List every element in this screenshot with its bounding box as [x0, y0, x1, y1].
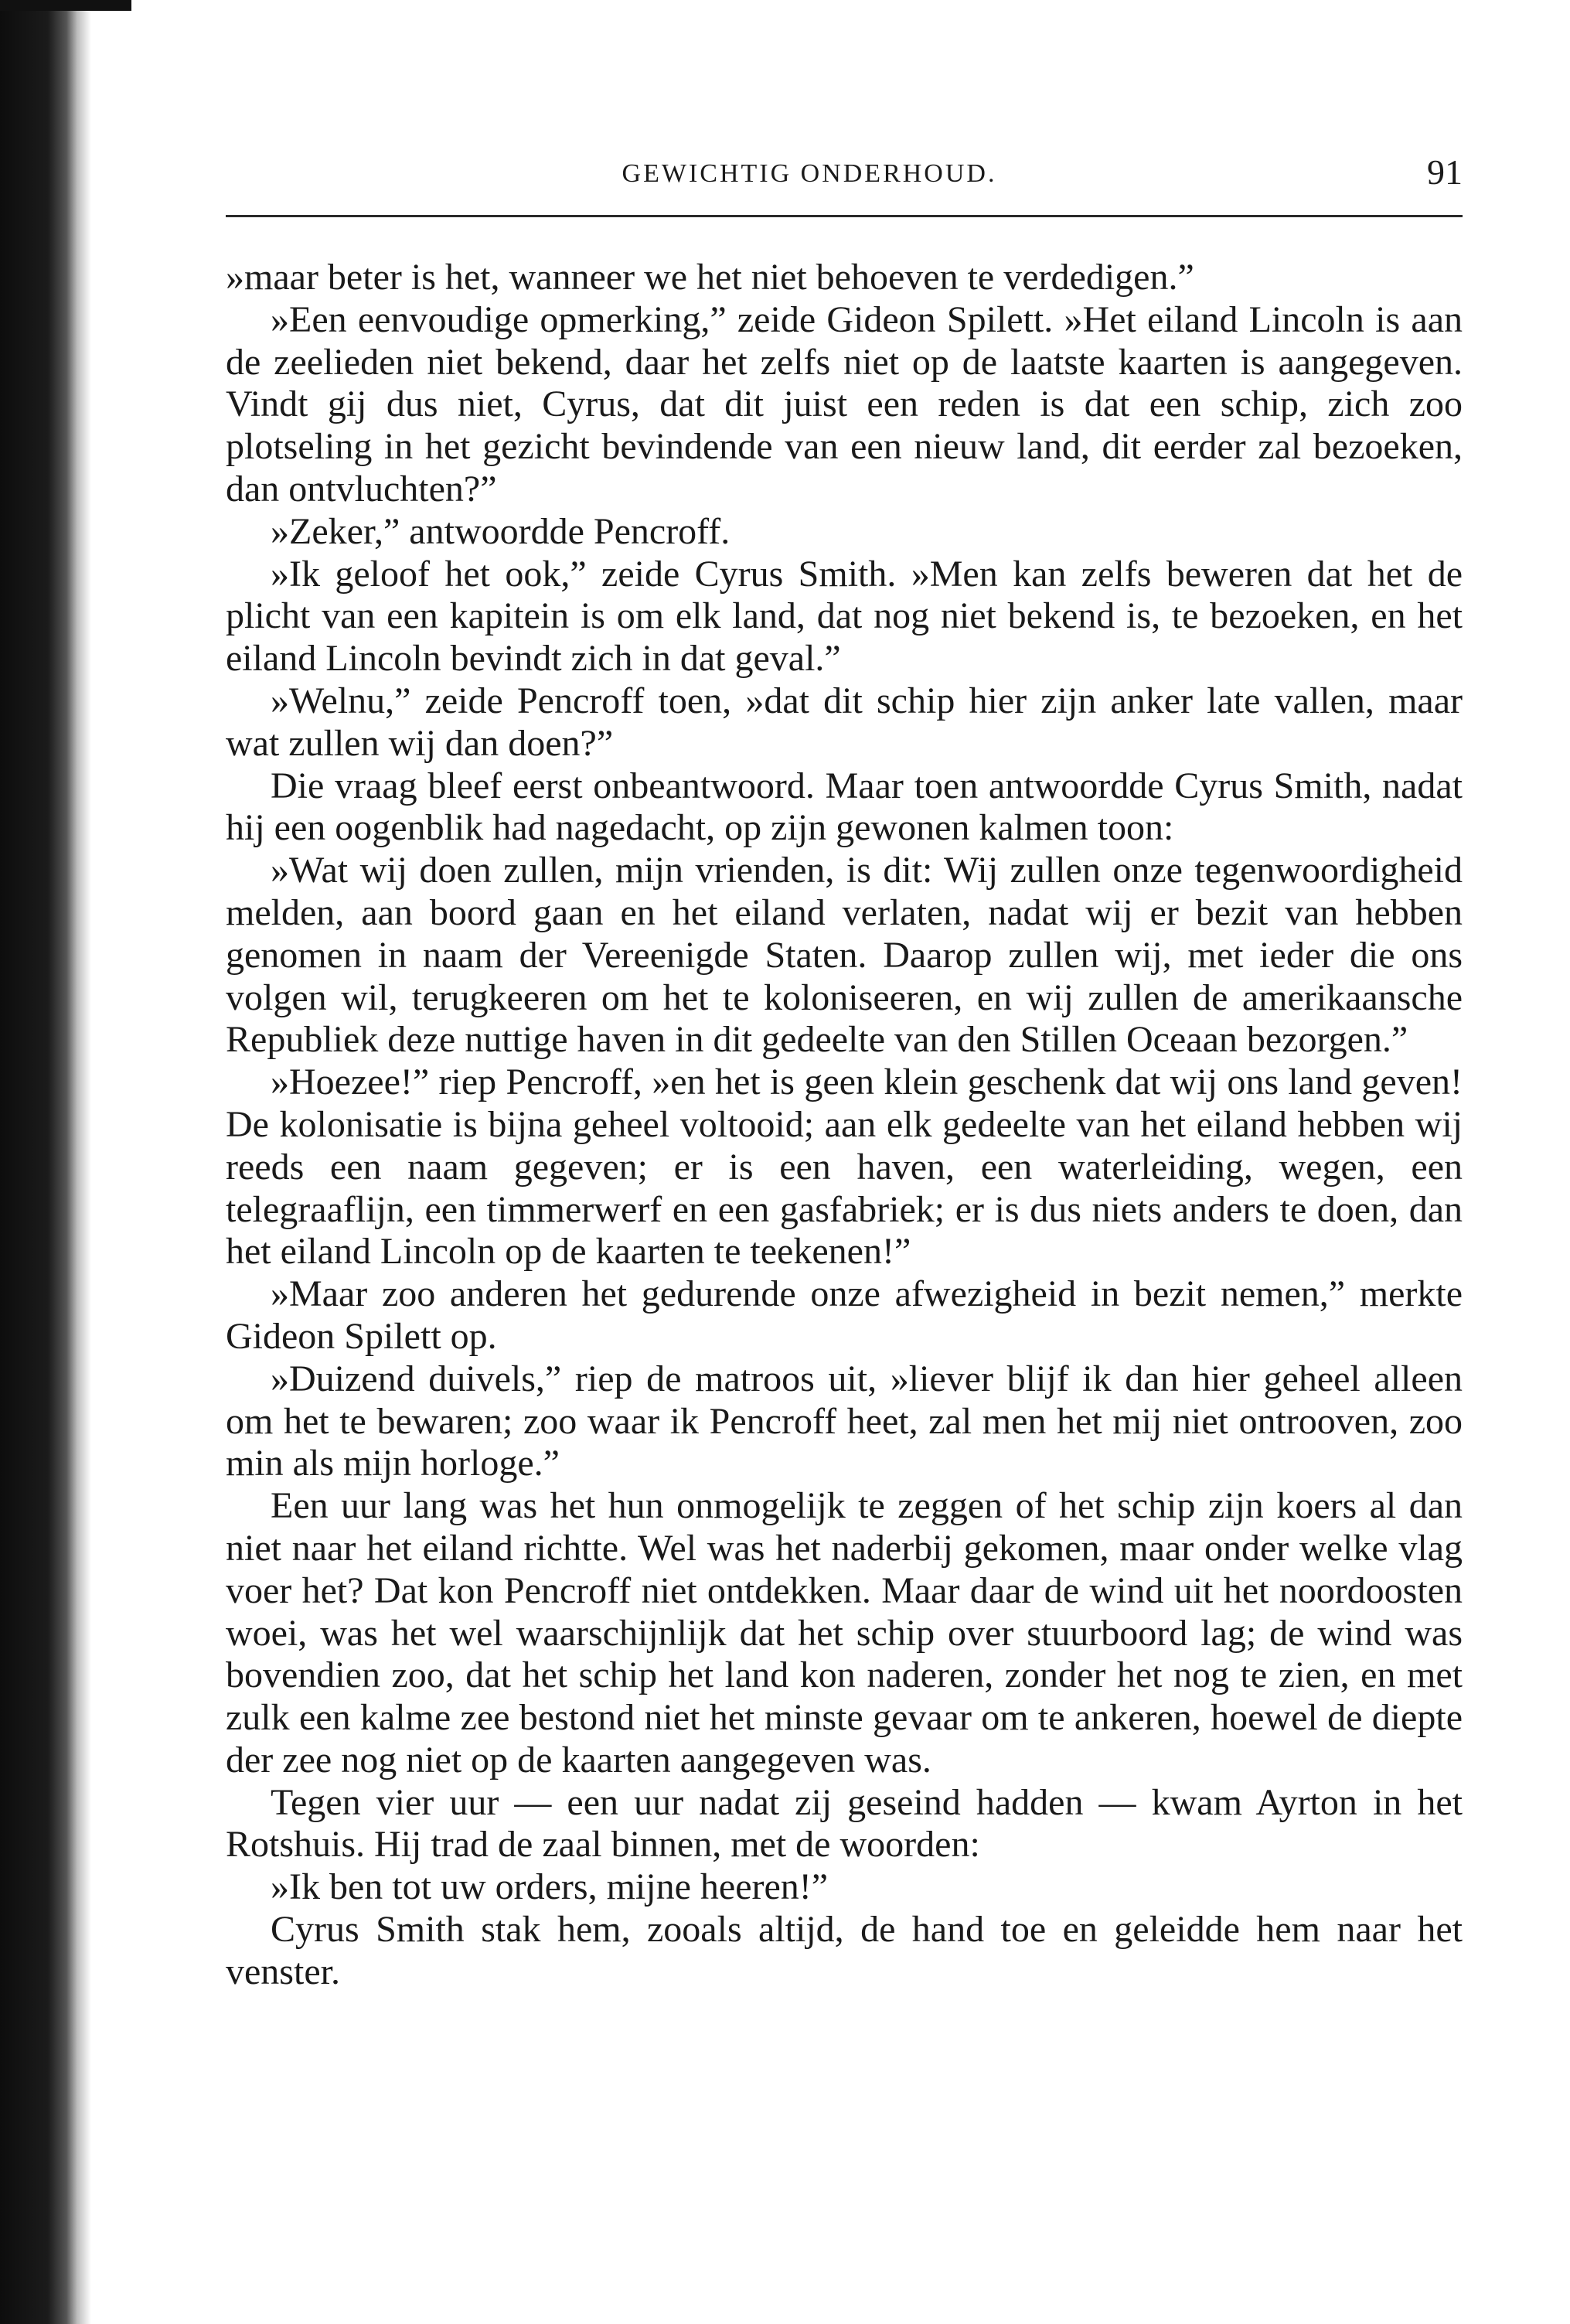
paragraph: »Welnu,” zeide Pencroff toen, »dat dit schip hier zijn anker late vallen, maar wat zullen wij dan doen?”: [226, 680, 1463, 764]
paragraph: »Duizend duivels,” riep de matroos uit, »liever blijf ik dan hier geheel alleen om het te bewaren; zoo waar ik Pencroff heet, zal men het mij niet ontrooven, zoo min als mijn horloge.”: [226, 1358, 1463, 1484]
paragraph: »Hoezee!” riep Pencroff, »en het is geen klein geschenk dat wij ons land geven! De kolonisatie is bijna geheel voltooid; aan elk gedeelte van het eiland hebben wij reeds een naam gegeven; er is een haven, een waterleiding, wegen, een telegraaflijn, een timmerwerf en een gasfabriek; er is dus niets anders te doen, dan het eiland Lincoln op de kaarten te teekenen!”: [226, 1061, 1463, 1273]
paragraph: »Een eenvoudige opmerking,” zeide Gideon Spilett. »Het eiland Lincoln is aan de zeelieden niet bekend, daar het zelfs niet op de laatste kaarten is aangegeven. Vindt gij dus niet, Cyrus, dat dit juist een reden is dat een schip, zich zoo plotseling in het gezicht bevindende van een nieuw land, dit eerder zal bezoeken, dan ontvluchten?”: [226, 298, 1463, 509]
header-rule: [226, 215, 1463, 217]
book-page: [226, 152, 1463, 1992]
paragraph: »Wat wij doen zullen, mijn vrienden, is dit: Wij zullen onze tegenwoordigheid melden, aan boord gaan en het eiland verlaten, nadat wij er bezit van hebben genomen in naam der Vereenigde Staten. Daarop zullen wij, met ieder die ons volgen wil, terugkeeren om het te koloniseeren, en wij zullen de amerikaansche Republiek deze nuttige haven in dit gedeelte van den Stillen Oceaan bezorgen.”: [226, 850, 1463, 1061]
body-text: [226, 257, 1463, 1994]
paragraph: »Ik ben tot uw orders, mijne heeren!”: [271, 1866, 829, 1908]
paragraph: »Maar zoo anderen het gedurende onze afwezigheid in bezit nemen,” merkte Gideon Spilett op.: [226, 1273, 1463, 1357]
paragraph: Die vraag bleef eerst onbeantwoord. Maar toen antwoordde Cyrus Smith, nadat hij een oogenblik had nagedacht, op zijn gewonen kalmen toon:: [226, 765, 1463, 849]
paragraph: »maar beter is het, wanneer we het niet behoeven te verdedigen.”: [226, 257, 1194, 298]
paragraph: Cyrus Smith stak hem, zooals altijd, de hand toe en geleidde hem naar het venster.: [226, 1909, 1463, 1992]
page-header: [226, 152, 1463, 199]
book-binding-notch: [0, 0, 131, 11]
page-number: 91: [1427, 152, 1463, 192]
paragraph: Een uur lang was het hun onmogelijk te zeggen of het schip zijn koers al dan niet naar het eiland richtte. Wel was het naderbij gekomen, maar onder welke vlag voer het? Dat kon Pencroff niet ontdekken. Maar daar de wind uit het noordoosten woei, was het wel waarschijnlijk dat het schip over stuurboord lag; de wind was bovendien zoo, dat het schip het land kon naderen, zonder het nog te zien, en met zulk een kalme zee bestond niet het minste gevaar om te ankeren, hoewel de diepte der zee nog niet op de kaarten aangegeven was.: [226, 1485, 1463, 1780]
paragraph: »Zeker,” antwoordde Pencroff.: [271, 510, 731, 552]
paragraph: »Ik geloof het ook,” zeide Cyrus Smith. »Men kan zelfs beweren dat het de plicht van een kapitein is om elk land, dat nog niet bekend is, te bezoeken, en het eiland Lincoln bevindt zich in dat geval.”: [226, 553, 1463, 680]
paragraph: Tegen vier uur — een uur nadat zij geseind hadden — kwam Ayrton in het Rotshuis. Hij trad de zaal binnen, met de woorden:: [226, 1781, 1463, 1866]
running-title: GEWICHTIG ONDERHOUD.: [622, 159, 997, 188]
book-binding-edge: [0, 0, 91, 2324]
